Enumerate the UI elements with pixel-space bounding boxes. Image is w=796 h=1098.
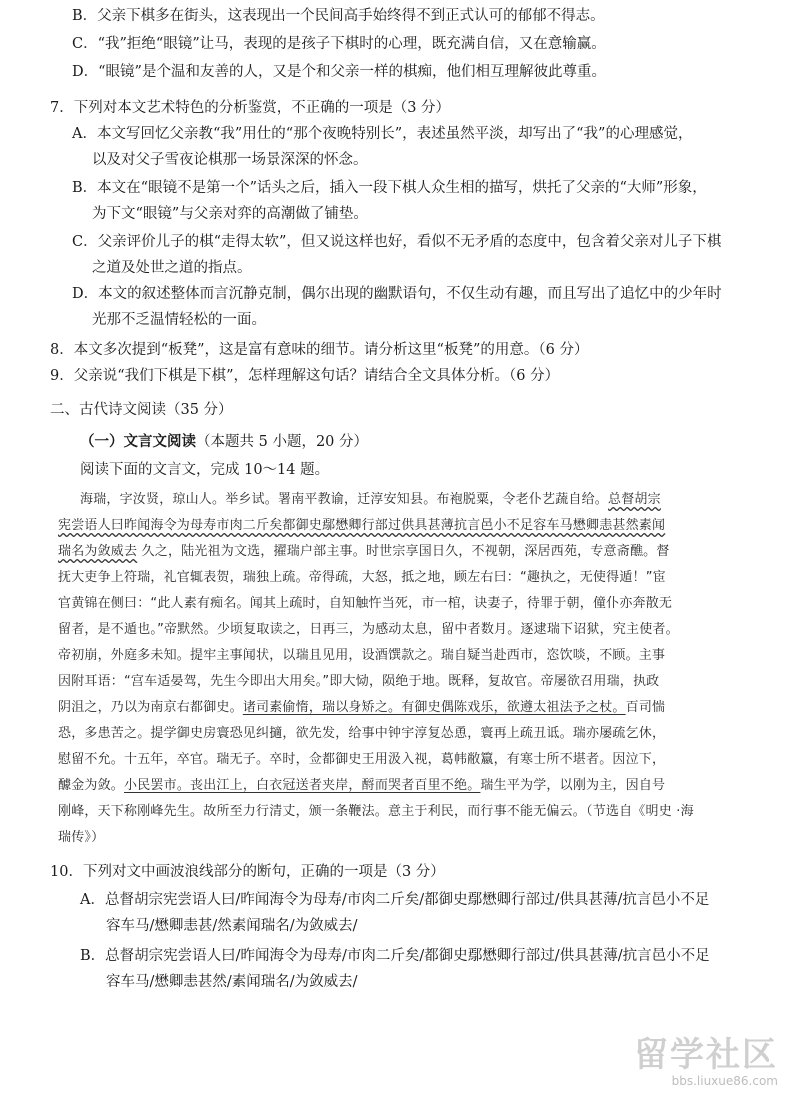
q10-option-a-line1: A．总督胡宗宪尝语人曰/昨闻海令为母寿/市肉二斤矣/都御史鄢懋卿行部过/供具甚薄/抗言邑小不足 [80,892,710,908]
passage-line: 留者，是不遁也。”帝默然。少顷复取读之，日再三，为感动太息，留中者数月。逐逮瑞下诏狱，究主使者。 [58,622,679,637]
passage-line [58,698,665,718]
passage-text: 阴沮之，乃以为南京右都御史。 [58,700,243,715]
subsection-heading [80,432,368,452]
subsection-title: （一）文言文阅读 [80,433,196,450]
q6-option-c: C．“我”拒绝“眼镜”让马，表现的是孩子下棋时的心理，既充满自信，又在意输赢。 [72,36,606,52]
passage-text: 百司惴 [625,700,666,715]
q7-option-c-line2: 之道及处世之道的指点。 [92,260,252,276]
q7-option-a-line2: 以及对父子雪夜论棋那一场景深深的怀念。 [92,152,368,168]
q7-option-d-line1: D．本文的叙述整体而言沉静克制，偶尔出现的幽默语句，不仅生动有趣，而且写出了追忆中的少年时 [72,286,722,302]
q10-option-b-line1: B．总督胡宗宪尝语人曰/昨闻海令为母寿/市肉二斤矣/都御史鄢懋卿行部过/供具甚薄/抗言邑小不足 [80,948,710,964]
q6-option-b: B．父亲下棋多在街头，这表现出一个民间高手始终得不到正式认可的郁郁不得志。 [72,8,605,24]
q10-option-a-line2: 容车马/懋卿恚甚/然素闻瑞名/为敛威去/ [106,918,358,934]
passage-text: 久之，陆光祖为文选，擢瑞户部主事。时世宗享国日久，不视朝，深居西苑，专意斋醮。督 [141,544,670,559]
q8-stem: 8．本文多次提到“板凳”，这是富有意味的细节。请分析这里“板凳”的用意。（6 分） [50,342,589,358]
passage-line: 抚大吏争上符瑞，礼官辄表贺，瑞独上疏。帝得疏，大怒，抵之地，顾左右曰：“趣执之，无使得遁！”宦 [58,570,666,585]
passage-text: 海瑞，字汝贤，琼山人。举乡试。署南平教谕，迁淳安知县。布袍脱粟，令老仆艺蔬自给。 [80,492,609,507]
passage-line [80,490,661,510]
passage-line: 帝初崩，外庭多未知。提牢主事闻状，以瑞且见用，设酒馔款之。瑞自疑当赴西市，恣饮啖，不顾。主事 [58,648,666,663]
underlined-text: 诸司素偷惰，瑞以身矫之。 [242,700,402,715]
passage-line: 刚峰，天下称刚峰先生。故所至力行清丈，颁一条鞭法。意主于利民，而行事不能无偏云。（节选自《明史 ·海 [58,804,694,819]
wavy-underlined-text: 总督胡宗 [608,492,661,507]
underlined-text: 小民罢市。丧出江上，白衣冠送者夹岸，酹而哭者百里不绝。 [124,778,481,793]
watermark-logo-text: 留学社区 [634,1035,778,1075]
passage-line: 恐，多患苦之。提学御史房寰恐见纠擿，欲先发，给事中钟宇淳复怂恿，寰再上疏丑诋。瑞亦屡疏乞休， [58,726,666,741]
q7-option-a-line1: A．本文写回忆父亲教“我”用仕的“那个夜晚特别长”，表述虽然平淡，却写出了“我”的心理感觉， [72,126,693,142]
q7-option-b-line1: B．本文在“眼镜不是第一个”话头之后，插入一段下棋人众生相的描写，烘托了父亲的“大师”形象， [72,180,707,196]
passage-text: 瑞生平为学，以刚为主，因自号 [480,778,666,793]
q7-option-c-line1: C．父亲评价儿子的棋“走得太软”，但又说这样也好，看似不无矛盾的态度中，包含着父亲对儿子下棋 [72,234,722,250]
q10-option-b-line2: 容车马/懋卿恚甚然/素闻瑞名/为敛威去/ [106,974,358,990]
watermark-url: bbs.liuxue86.com [671,1074,778,1088]
q7-stem: 7．下列对本文艺术特色的分析鉴赏，不正确的一项是（3 分） [50,100,451,116]
q6-option-d: D．“眼镜”是个温和友善的人，又是个和父亲一样的棋痴，他们相互理解彼此尊重。 [72,64,606,80]
q10-stem: 10．下列对文中画波浪线部分的断句，正确的一项是（3 分） [50,864,445,880]
passage-line [58,542,670,562]
q9-stem: 9．父亲说“我们下棋是下棋”，怎样理解这句话？请结合全文具体分析。（6 分） [50,368,560,384]
wavy-underlined-text: 瑞名为敛威去 [58,544,138,559]
passage-line: 瑞传》） [58,830,105,845]
site-watermark [634,1036,778,1088]
section-heading: 二、古代诗文阅读（35 分） [50,402,233,418]
subsection-note: （本题共 5 小题，20 分） [196,434,369,450]
passage-line: 慰留不允。十五年，卒官。瑞无子。卒时，佥都御史王用汲入视，葛帏敝籝，有寒士所不堪者。因泣下， [58,752,666,767]
passage-line [58,776,665,796]
wavy-underlined-text: 宪尝语人曰昨闻海令为母寿市肉二斤矣都御史鄢懋卿行部过供具甚薄抗言邑小不足容车马懋卿恚甚然素闻 [58,518,666,533]
reading-instruction: 阅读下面的文言文，完成 10～14 题。 [80,462,330,478]
passage-text: 醵金为敛。 [58,778,125,793]
underlined-text: 有御史偶陈戏乐，欲遵太祖法予之杖。 [401,700,626,715]
passage-line: 因附耳语：“宫车适晏驾，先生今即出大用矣。”即大恸，陨绝于地。既释，复故官。帝屡欲召用瑞，执政 [58,674,660,689]
passage-line: 官黄锦在侧曰：“此人素有痴名。闻其上疏时，自知触忤当死，市一棺，诀妻子，待罪于朝，僮仆亦奔散无 [58,596,673,611]
q7-option-b-line2: 为下文“眼镜”与父亲对弈的高潮做了铺垫。 [92,206,368,222]
passage-line [58,516,665,536]
q7-option-d-line2: 光那不乏温情轻松的一面。 [92,312,266,328]
